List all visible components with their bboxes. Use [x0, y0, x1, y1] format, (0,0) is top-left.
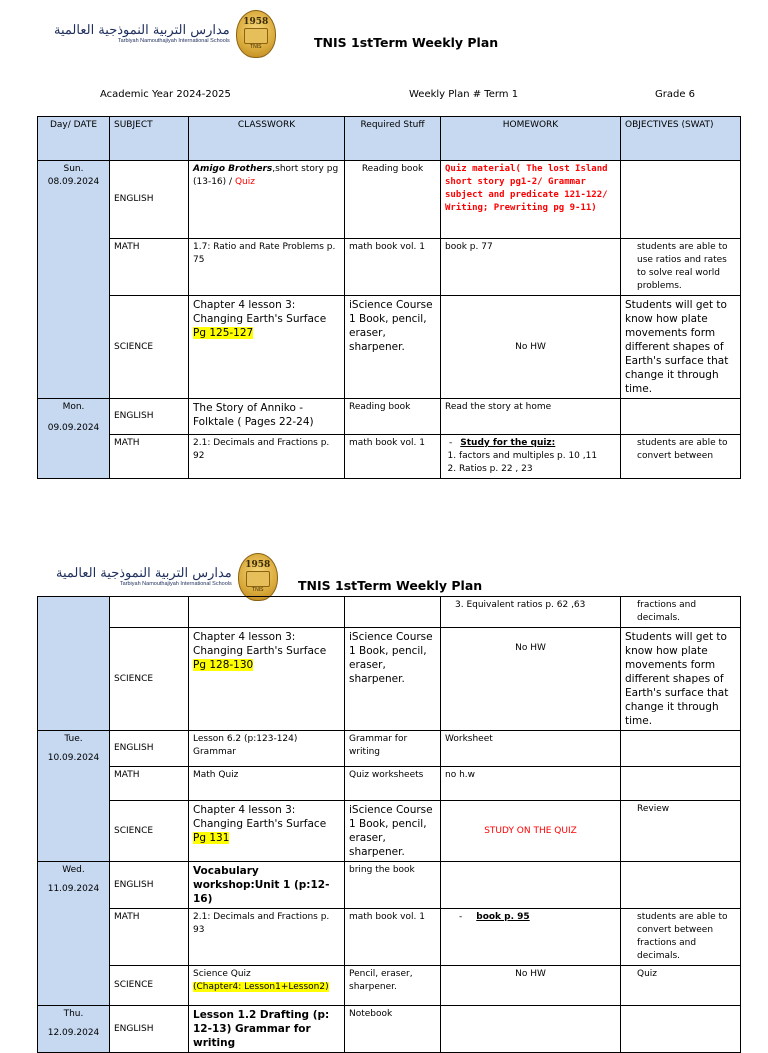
required-cell: [345, 597, 441, 628]
objectives-cell: [621, 1006, 741, 1053]
subject-cell: ENGLISH: [110, 161, 189, 239]
table-row: [38, 239, 741, 296]
weekly-plan-number: Weekly Plan # Term 1: [409, 89, 519, 100]
required-cell: iScience Course 1 Book, pencil, eraser, sharpener.: [345, 296, 441, 399]
objectives-cell: Students will get to know how plate movements form different shapes of Earth's surface that change it through time.: [621, 628, 741, 731]
required-cell: iScience Course 1 Book, pencil, eraser, sharpener.: [345, 628, 441, 731]
subject-cell: MATH: [110, 909, 189, 966]
required-cell: Notebook: [345, 1006, 441, 1053]
classwork-text: ,short story pg (13-16) /: [193, 164, 339, 187]
classwork-text: Chapter 4 lesson 3: Changing Earth's Surface: [193, 804, 327, 830]
weekly-plan-table-page2: [37, 596, 741, 1053]
table-row: [38, 399, 741, 435]
homework-cell: No HW: [441, 296, 621, 399]
seal-abbr: TNIS: [250, 44, 262, 50]
header-subject: SUBJECT: [110, 117, 189, 161]
objectives-cell: [621, 767, 741, 801]
subject-cell: ENGLISH: [110, 731, 189, 767]
classwork-pages: Pg 125-127: [193, 327, 254, 339]
required-cell: Reading book: [345, 399, 441, 435]
objectives-cell: [621, 399, 741, 435]
table-row: [38, 597, 741, 628]
seal-abbr: TNIS: [252, 587, 264, 593]
objectives-cell: students are able to convert between: [621, 435, 741, 479]
header-classwork: CLASSWORK: [189, 117, 345, 161]
day-cell-thu: [38, 1006, 110, 1053]
subject-cell: MATH: [110, 435, 189, 479]
school-logo: [56, 553, 278, 601]
list-item: 2. Ratios p. 22 , 23: [459, 463, 616, 476]
grade: Grade 6: [655, 89, 696, 100]
list-item: 1. factors and multiples p. 10 ,11: [459, 450, 616, 463]
table-header-row: [38, 117, 741, 161]
table-row: [38, 731, 741, 767]
day-cell-mon-cont: [38, 597, 110, 731]
homework-cell: No HW: [441, 628, 621, 731]
school-seal-icon: [236, 10, 276, 58]
school-logo: [54, 10, 276, 58]
required-cell: Quiz worksheets: [345, 767, 441, 801]
story-title: Amigo Brothers: [193, 164, 273, 174]
classwork-cell: Math Quiz: [189, 767, 345, 801]
table-row: [38, 801, 741, 862]
day-date: 11.09.2024: [47, 884, 100, 894]
hw-book: book p. 95: [476, 912, 530, 922]
objectives-cell: Quiz: [621, 966, 741, 1006]
homework-cell: Quiz material( The lost Island short story pg1-2/ Grammar subject and predicate 121-122/ Writing; Prewriting pg 9-11): [441, 161, 621, 239]
homework-cell: No HW: [441, 966, 621, 1006]
homework-cell: no h.w: [441, 767, 621, 801]
homework-cell: - Study for the quiz: 1. factors and multiples p. 10 ,11 2. Ratios p. 22 , 23: [441, 435, 621, 479]
hw-heading: Study for the quiz:: [460, 438, 556, 448]
school-seal-icon: [238, 553, 278, 601]
table-row: [38, 435, 741, 479]
classwork-cell: 2.1: Decimals and Fractions p. 92: [189, 435, 345, 479]
classwork-highlight: (Chapter4: Lesson1+Lesson2): [193, 982, 329, 992]
subject-cell: ENGLISH: [110, 1006, 189, 1053]
classwork-pages: Pg 128-130: [193, 659, 254, 671]
hw-list: [445, 450, 616, 476]
subject-cell: SCIENCE: [110, 628, 189, 731]
day-name: Thu.: [63, 1009, 84, 1019]
classwork-cell: Lesson 1.2 Drafting (p: 12-13) Grammar for writing: [189, 1006, 345, 1053]
table-row: [38, 966, 741, 1006]
homework-cell: STUDY ON THE QUIZ: [441, 801, 621, 862]
school-name-arabic: مدارس التربية النموذجية العالمية: [56, 566, 232, 581]
classwork-cell: 2.1: Decimals and Fractions p. 93: [189, 909, 345, 966]
table-row: [38, 909, 741, 966]
subject-cell: [110, 597, 189, 628]
subject-cell: MATH: [110, 767, 189, 801]
required-cell: math book vol. 1: [345, 909, 441, 966]
classwork-text: Chapter 4 lesson 3: Changing Earth's Surface: [193, 631, 327, 657]
classwork-cell: [189, 161, 345, 239]
classwork-cell: 1.7: Ratio and Rate Problems p. 75: [189, 239, 345, 296]
academic-year: Academic Year 2024-2025: [100, 89, 231, 100]
day-date: 12.09.2024: [47, 1028, 100, 1038]
header-day: Day/ DATE: [38, 117, 110, 161]
classwork-cell: [189, 801, 345, 862]
subject-cell: ENGLISH: [110, 399, 189, 435]
day-cell-tue: [38, 731, 110, 862]
required-cell: math book vol. 1: [345, 435, 441, 479]
classwork-cell: Lesson 6.2 (p:123-124) Grammar: [189, 731, 345, 767]
page-title: TNIS 1stTerm Weekly Plan: [298, 578, 483, 593]
classwork-cell: The Story of Anniko - Folktale ( Pages 22-24): [189, 399, 345, 435]
required-cell: Grammar for writing: [345, 731, 441, 767]
objectives-cell: [621, 731, 741, 767]
subject-cell: SCIENCE: [110, 966, 189, 1006]
objectives-cell: Review: [621, 801, 741, 862]
header-objectives: OBJECTIVES (SWAT): [621, 117, 741, 161]
day-date: 08.09.2024: [47, 177, 100, 187]
classwork-pages: Pg 131: [193, 832, 230, 844]
table-row: [38, 862, 741, 909]
classwork-cell: [189, 628, 345, 731]
subject-cell: ENGLISH: [110, 862, 189, 909]
day-cell-sun: [38, 161, 110, 399]
homework-cell: - book p. 95: [441, 909, 621, 966]
subject-cell: SCIENCE: [110, 801, 189, 862]
objectives-cell: students are able to convert between fractions and decimals.: [621, 909, 741, 966]
homework-cell: 3. Equivalent ratios p. 62 ,63: [441, 597, 621, 628]
table-row: [38, 767, 741, 801]
table-row: [38, 161, 741, 239]
quiz-label: Quiz: [234, 177, 255, 187]
homework-cell: Worksheet: [441, 731, 621, 767]
subject-cell: MATH: [110, 239, 189, 296]
required-cell: Reading book: [345, 161, 441, 239]
day-name: Wed.: [62, 865, 85, 875]
required-cell: math book vol. 1: [345, 239, 441, 296]
day-date: 09.09.2024: [47, 423, 100, 433]
table-row: [38, 1006, 741, 1053]
objectives-cell: [621, 161, 741, 239]
homework-cell: book p. 77: [441, 239, 621, 296]
header-homework: HOMEWORK: [441, 117, 621, 161]
objectives-cell: Students will get to know how plate movements form different shapes of Earth's surface that change it through time.: [621, 296, 741, 399]
homework-cell: [441, 862, 621, 909]
school-name-english: Tarbiyah Namouthajiyah International Schools: [117, 38, 230, 44]
page-title: TNIS 1stTerm Weekly Plan: [314, 35, 499, 50]
subject-cell: SCIENCE: [110, 296, 189, 399]
required-cell: iScience Course 1 Book, pencil, eraser, sharpener.: [345, 801, 441, 862]
day-name: Sun.: [63, 164, 84, 174]
classwork-cell: Vocabulary workshop:Unit 1 (p:12-16): [189, 862, 345, 909]
classwork-cell: [189, 597, 345, 628]
classwork-text: Chapter 4 lesson 3: Changing Earth's Surface: [193, 299, 327, 325]
header-required: Required Stuff: [345, 117, 441, 161]
day-date: 10.09.2024: [47, 753, 100, 763]
homework-cell: [441, 1006, 621, 1053]
day-cell-mon: [38, 399, 110, 479]
school-name-english: Tarbiyah Namouthajiyah International Schools: [119, 581, 232, 587]
required-cell: Pencil, eraser, sharpener.: [345, 966, 441, 1006]
day-name: Mon.: [62, 402, 85, 412]
day-name: Tue.: [64, 734, 83, 744]
objectives-cell: [621, 862, 741, 909]
table-row: [38, 628, 741, 731]
objectives-cell: students are able to use ratios and rates to solve real world problems.: [621, 239, 741, 296]
school-name-arabic: مدارس التربية النموذجية العالمية: [54, 23, 230, 38]
seal-year: 1958: [245, 560, 271, 570]
required-cell: bring the book: [345, 862, 441, 909]
classwork-cell: [189, 296, 345, 399]
table-row: [38, 296, 741, 399]
homework-cell: Read the story at home: [441, 399, 621, 435]
day-cell-wed: [38, 862, 110, 1006]
seal-year: 1958: [243, 17, 269, 27]
objectives-cell: fractions and decimals.: [621, 597, 741, 628]
classwork-text: Science Quiz: [193, 969, 251, 979]
weekly-plan-table-page1: [37, 116, 741, 479]
classwork-cell: [189, 966, 345, 1006]
